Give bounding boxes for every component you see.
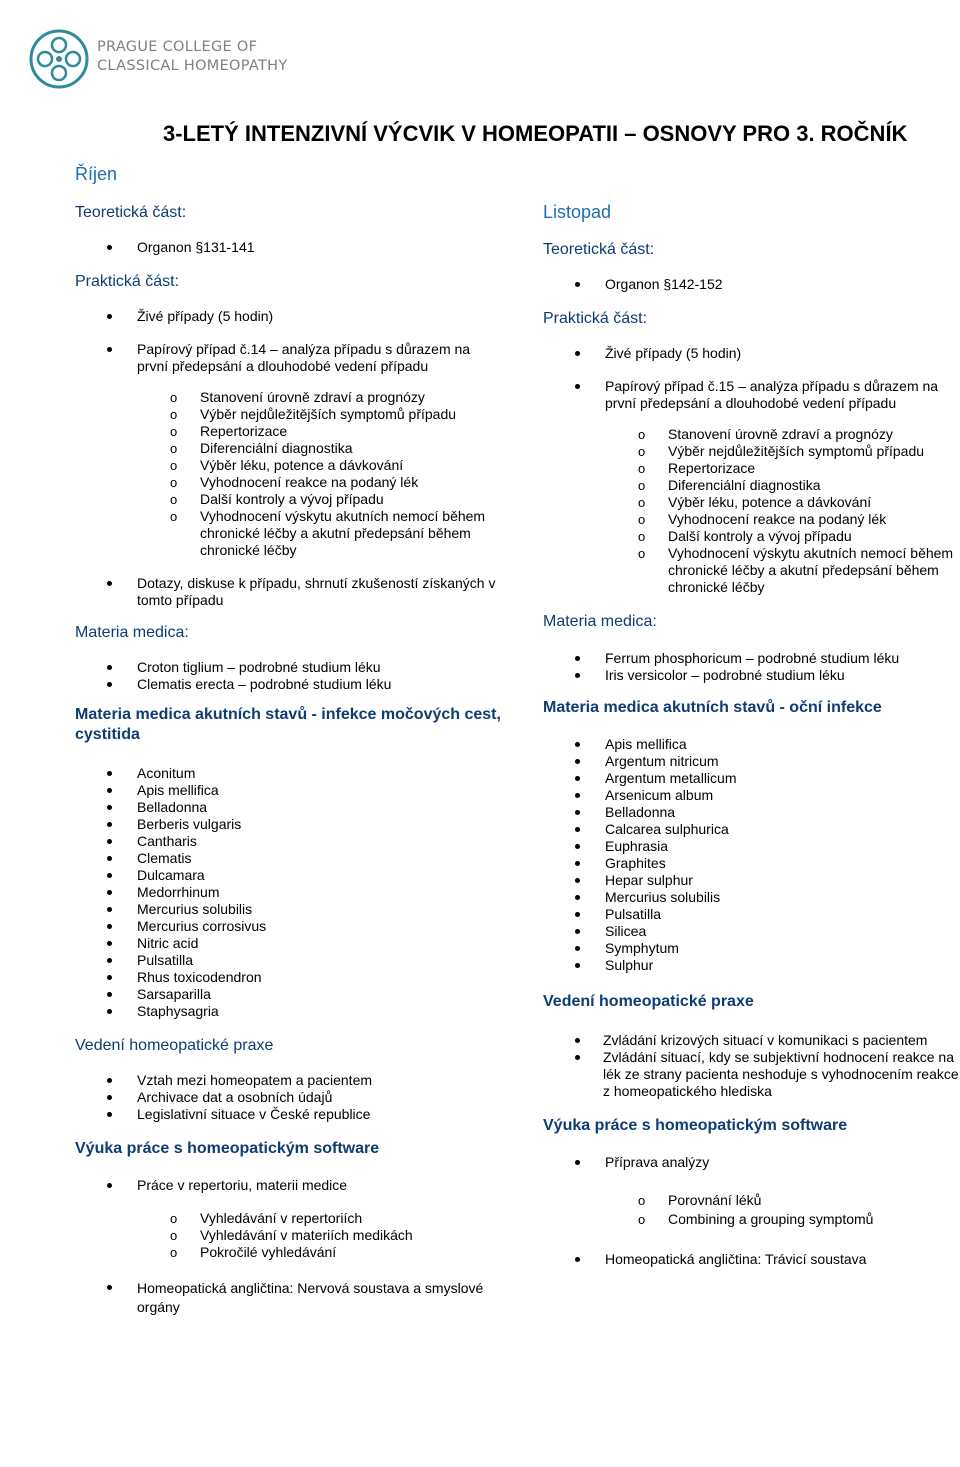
list-item: Aconitum (75, 765, 505, 782)
list-item: Mercurius corrosivus (75, 918, 505, 935)
software-sub-list (75, 1210, 505, 1261)
list-item: Silicea (543, 923, 960, 940)
logo-line-1: PRAGUE COLLEGE OF (97, 39, 258, 55)
list-item: o Repertorizace (75, 423, 505, 440)
list-item: o Porovnání léků (543, 1191, 960, 1210)
list-item: Příprava analýzy (543, 1154, 960, 1171)
list-item: Croton tiglium – podrobné studium léku (75, 659, 505, 676)
list-item: o Vyhledávání v materiích medikách (75, 1227, 505, 1244)
list-item: o Vyhodnocení výskytu akutních nemocí během chronické léčby a akutní předepsání během chronické léčby (75, 508, 505, 559)
acute-heading: Materia medica akutních stavů - infekce močových cest, cystitida (75, 706, 501, 743)
list-item: Živé případy (5 hodin) (75, 308, 505, 325)
list-item: o Výběr nejdůležitějších symptomů případu (75, 406, 505, 423)
month-october: Říjen (75, 164, 118, 184)
theory-heading: Teoretická část: (543, 241, 655, 258)
software-sub-list (543, 1191, 960, 1229)
english-list (75, 1279, 505, 1317)
software-heading: Výuka práce s homeopatickým software (543, 1117, 848, 1134)
list-item: Pulsatilla (543, 906, 960, 923)
case-steps-list (75, 389, 505, 559)
list-item: Dotazy, diskuse k případu, shrnutí zkušeností získaných v tomto případu (75, 575, 505, 609)
practice-heading: Praktická část: (543, 310, 648, 327)
page-title: 3-LETÝ INTENZIVNÍ VÝCVIK V HOMEOPATII – OSNOVY PRO 3. ROČNÍK (163, 121, 908, 146)
list-item: Mercurius solubilis (543, 889, 960, 906)
practice-management-heading: Vedení homeopatické praxe (543, 993, 754, 1010)
list-item: Archivace dat a osobních údajů (75, 1089, 505, 1106)
list-item: Mercurius solubilis (75, 901, 505, 918)
acute-heading: Materia medica akutních stavů - oční infekce (543, 699, 882, 716)
list-item: Graphites (543, 855, 960, 872)
list-item: Živé případy (5 hodin) (543, 345, 960, 362)
list-item: o Diferenciální diagnostika (543, 477, 960, 494)
materia-medica-list (543, 650, 960, 684)
list-item: Organon §131-141 (75, 239, 505, 256)
software-list (543, 1154, 960, 1171)
practice-management-heading: Vedení homeopatické praxe (75, 1037, 274, 1054)
materia-medica-heading: Materia medica: (543, 613, 657, 630)
theory-list (75, 239, 505, 256)
list-item: Homeopatická angličtina: Nervová soustava a smyslové orgány (75, 1279, 505, 1317)
list-item: Sulphur (543, 957, 960, 974)
list-item: o Vyhodnocení reakce na podaný lék (543, 511, 960, 528)
software-heading: Výuka práce s homeopatickým software (75, 1140, 380, 1157)
list-item: Cantharis (75, 833, 505, 850)
list-item: Belladonna (75, 799, 505, 816)
practice-list (75, 308, 505, 375)
practice-heading: Praktická část: (75, 273, 180, 290)
materia-medica-list (75, 659, 505, 693)
list-item: Pulsatilla (75, 952, 505, 969)
list-item: Organon §142-152 (543, 276, 960, 293)
theory-list (543, 276, 960, 293)
list-item: Apis mellifica (543, 736, 960, 753)
practice-management-list (543, 1032, 960, 1100)
list-item: o Stanovení úrovně zdraví a prognózy (543, 426, 960, 443)
list-item: Dulcamara (75, 867, 505, 884)
list-item: Argentum nitricum (543, 753, 960, 770)
list-item: Zvládání krizových situací v komunikaci s pacientem (543, 1032, 960, 1049)
case-steps-list (543, 426, 960, 596)
list-item: Zvládání situací, kdy se subjektivní hodnocení reakce na lék ze strany pacienta neshoduje s vyhodnocením reakce z homeopatického hlediska (543, 1049, 960, 1100)
acute-remedies-list (543, 736, 960, 974)
list-item: Medorrhinum (75, 884, 505, 901)
october-column (75, 203, 505, 1317)
logo-text (97, 38, 288, 76)
list-item: o Stanovení úrovně zdraví a prognózy (75, 389, 505, 406)
list-item: Sarsaparilla (75, 986, 505, 1003)
list-item: o Vyhledávání v repertoriích (75, 1210, 505, 1227)
list-item: o Výběr léku, potence a dávkování (543, 494, 960, 511)
list-item: o Výběr nejdůležitějších symptomů případu (543, 443, 960, 460)
list-item: Euphrasia (543, 838, 960, 855)
list-item: Papírový případ č.14 – analýza případu s důrazem na první předepsání a dlouhodobé vedení případu (75, 341, 505, 375)
list-item: o Combining a grouping symptomů (543, 1210, 960, 1229)
list-item: Apis mellifica (75, 782, 505, 799)
list-item: Legislativní situace v České republice (75, 1106, 505, 1123)
logo-line-2: CLASSICAL HOMEOPATHY (97, 58, 288, 74)
list-item: Nitric acid (75, 935, 505, 952)
list-item: Rhus toxicodendron (75, 969, 505, 986)
list-item: o Další kontroly a vývoj případu (543, 528, 960, 545)
theory-heading: Teoretická část: (75, 204, 187, 221)
practice-list (543, 345, 960, 412)
list-item: o Pokročilé vyhledávání (75, 1244, 505, 1261)
list-item: Belladonna (543, 804, 960, 821)
practice-management-list (75, 1072, 505, 1123)
list-item: Iris versicolor – podrobné studium léku (543, 667, 960, 684)
list-item: o Vyhodnocení výskytu akutních nemocí během chronické léčby a akutní předepsání během chronické léčby (543, 545, 960, 596)
list-item: Symphytum (543, 940, 960, 957)
list-item: Clematis erecta – podrobné studium léku (75, 676, 505, 693)
list-item: Hepar sulphur (543, 872, 960, 889)
list-item: Papírový případ č.15 – analýza případu s důrazem na první předepsání a dlouhodobé vedení případu (543, 378, 960, 412)
list-item: o Diferenciální diagnostika (75, 440, 505, 457)
list-item: Práce v repertoriu, materii medice (75, 1177, 505, 1194)
list-item: Homeopatická angličtina: Trávicí soustava (543, 1251, 960, 1268)
list-item: o Repertorizace (543, 460, 960, 477)
list-item: Vztah mezi homeopatem a pacientem (75, 1072, 505, 1089)
list-item: o Vyhodnocení reakce na podaný lék (75, 474, 505, 491)
english-list (543, 1251, 960, 1268)
list-item: Staphysagria (75, 1003, 505, 1020)
list-item: Ferrum phosphoricum – podrobné studium léku (543, 650, 960, 667)
list-item: Clematis (75, 850, 505, 867)
list-item: o Další kontroly a vývoj případu (75, 491, 505, 508)
list-item: Arsenicum album (543, 787, 960, 804)
college-logo-icon (28, 28, 90, 90)
list-item: Argentum metallicum (543, 770, 960, 787)
materia-medica-heading: Materia medica: (75, 624, 189, 641)
month-november: Listopad (543, 202, 612, 222)
november-column (543, 240, 960, 1268)
list-item: Calcarea sulphurica (543, 821, 960, 838)
acute-remedies-list (75, 765, 505, 1020)
list-item: Berberis vulgaris (75, 816, 505, 833)
list-item: o Výběr léku, potence a dávkování (75, 457, 505, 474)
discussion-list (75, 575, 505, 609)
software-list (75, 1177, 505, 1194)
